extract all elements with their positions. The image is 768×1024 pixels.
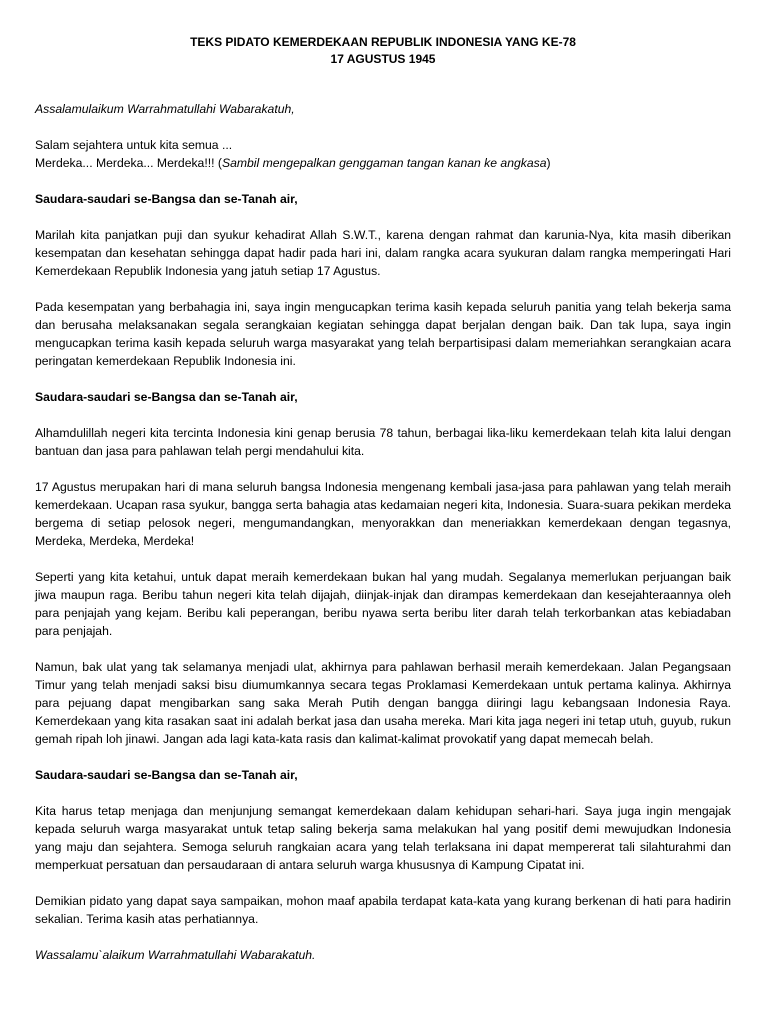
paragraph-3: Alhamdulillah negeri kita tercinta Indonesia kini genap berusia 78 tahun, berbagai lika-liku kemerdekaan telah kita lalui dengan bantuan dan jasa para pahlawan telah pergi mendahului kita.	[35, 426, 731, 458]
document-title-block	[35, 34, 731, 68]
opening-cheer-stage-direction: Sambil mengepalkan genggaman tangan kanan ke angkasa	[221, 156, 547, 170]
section-heading-3: Saudara-saudari se-Bangsa dan se-Tanah air,	[35, 768, 298, 782]
greeting: Assalamulaikum Warrahmatullahi Wabarakatuh,	[35, 102, 295, 116]
section-heading-1: Saudara-saudari se-Bangsa dan se-Tanah air,	[35, 192, 298, 206]
paragraph-5: Seperti yang kita ketahui, untuk dapat meraih kemerdekaan bukan hal yang mudah. Segalanya memerlukan perjuangan baik jiwa maupun raga. Beribu tahun negeri kita telah dijajah, diinjak-injak dan dirampas kemerdekaan dan kesejahteraannya oleh para penjajah yang kejam. Beribu kali peperangan, beribu nyawa serta beribu liter darah telah terkorbankan atas kebiadaban para penjajah.	[35, 570, 731, 638]
closing-greeting: Wassalamu`alaikum Warrahmatullahi Wabarakatuh.	[35, 948, 316, 962]
document-title: TEKS PIDATO KEMERDEKAAN REPUBLIK INDONESIA YANG KE-78	[190, 35, 576, 49]
opening-cheer-close: )	[546, 156, 551, 170]
paragraph-1: Marilah kita panjatkan puji dan syukur kehadirat Allah S.W.T., karena dengan rahmat dan karunia-Nya, kita masih diberikan kesempatan dan kesehatan sehingga dapat hadir pada hari ini, dalam rangka acara syukuran dalam rangka memperingati Hari Kemerdekaan Republik Indonesia yang jatuh setiap 17 Agustus.	[35, 228, 731, 278]
paragraph-6: Namun, bak ulat yang tak selamanya menjadi ulat, akhirnya para pahlawan berhasil meraih kemerdekaan. Jalan Pegangsaan Timur yang telah menjadi saksi bisu diumumkannya secara tegas Proklamasi Kemerdekaan untuk pertama kalinya. Akhirnya para pejuang dapat mengibarkan sang saka Merah Putih dengan bangga diiringi lagu kebangsaan Indonesia Raya. Kemerdekaan yang kita rasakan saat ini adalah berkat jasa dan usaha mereka. Mari kita jaga negeri ini tetap utuh, guyub, rukun gemah ripah loh jinawi. Jangan ada lagi kata-kata rasis dan kalimat-kalimat provokatif yang dapat memecah belah.	[35, 660, 731, 746]
opening-cheer	[35, 154, 731, 172]
document-page	[35, 34, 731, 964]
paragraph-7: Kita harus tetap menjaga dan menjunjung semangat kemerdekaan dalam kehidupan sehari-hari. Saya juga ingin mengajak kepada seluruh warga masyarakat untuk tetap saling bekerja sama melakukan hal yang positif demi mewujudkan Indonesia yang maju dan sejahtera. Semoga seluruh rangkaian acara yang telah terlaksana ini dapat mempererat tali silahturahmi dan memperkuat persatuan dan persaudaraan di antara seluruh warga khususnya di Kampung Cipatat ini.	[35, 804, 731, 872]
paragraph-8: Demikian pidato yang dapat saya sampaikan, mohon maaf apabila terdapat kata-kata yang kurang berkenan di hati para hadirin sekalian. Terima kasih atas perhatiannya.	[35, 894, 731, 926]
opening-cheer-text: Merdeka... Merdeka... Merdeka!!! (	[35, 156, 222, 170]
paragraph-2: Pada kesempatan yang berbahagia ini, saya ingin mengucapkan terima kasih kepada seluruh panitia yang telah bekerja sama dan berusaha melaksanakan segala serangkaian kegiatan sehingga dapat berjalan dengan baik. Dan tak lupa, saya ingin mengucapkan terima kasih kepada seluruh warga masyarakat yang telah berpartisipasi dalam memeriahkan serangkaian acara peringatan kemerdekaan Republik Indonesia ini.	[35, 300, 731, 368]
opening-salutation: Salam sejahtera untuk kita semua ...	[35, 138, 233, 152]
paragraph-4: 17 Agustus merupakan hari di mana seluruh bangsa Indonesia mengenang kembali jasa-jasa para pahlawan yang telah meraih kemerdekaan. Ucapan rasa syukur, bangga serta bahagia atas kedamaian negeri kita, Indonesia. Suara-suara pekikan merdeka bergema di setiap pelosok negeri, mengumandangkan, menyorakkan dan meneriakkan kemerdekaan dengan tegasnya, Merdeka, Merdeka, Merdeka!	[35, 480, 731, 548]
section-heading-2: Saudara-saudari se-Bangsa dan se-Tanah air,	[35, 390, 298, 404]
document-date: 17 AGUSTUS 1945	[330, 52, 436, 66]
